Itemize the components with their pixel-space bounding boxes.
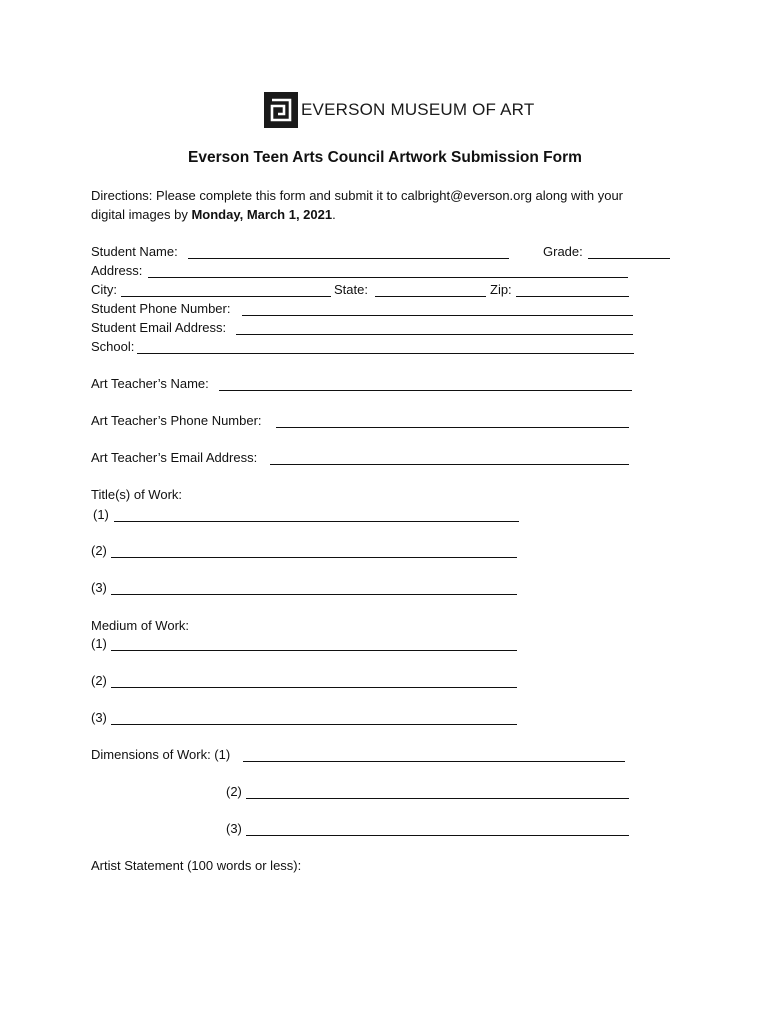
title-3-label: (3) — [91, 580, 107, 595]
student-name-label: Student Name: — [91, 244, 178, 259]
dimensions-label: Dimensions of Work: (1) — [91, 747, 231, 762]
medium-2-field[interactable] — [111, 687, 517, 688]
directions-line-1: Directions: Please complete this form and submit it to calbright@everson.org along with your — [91, 188, 623, 203]
address-label: Address: — [91, 263, 143, 278]
teacher-email-label: Art Teacher’s Email Address: — [91, 450, 258, 465]
student-email-field[interactable] — [236, 334, 633, 335]
title-3-field[interactable] — [111, 594, 517, 595]
zip-field[interactable] — [516, 296, 629, 297]
title-1-label: (1) — [93, 507, 109, 522]
title-1-field[interactable] — [114, 521, 519, 522]
directions-prefix: digital images by — [91, 207, 192, 222]
logo-text: EVERSON MUSEUM OF ART — [301, 100, 535, 119]
dimensions-3-label: (3) — [226, 821, 242, 836]
school-label: School: — [91, 339, 135, 354]
medium-2-label: (2) — [91, 673, 107, 688]
address-field[interactable] — [148, 277, 628, 278]
student-email-label: Student Email Address: — [91, 320, 227, 335]
artist-statement-label: Artist Statement (100 words or less): — [91, 858, 302, 873]
medium-3-label: (3) — [91, 710, 107, 725]
state-label: State: — [334, 282, 368, 297]
deadline: Monday, March 1, 2021 — [191, 207, 333, 222]
medium-1-field[interactable] — [111, 650, 517, 651]
student-phone-field[interactable] — [242, 315, 633, 316]
form-title: Everson Teen Arts Council Artwork Submission Form — [188, 149, 582, 166]
title-2-label: (2) — [91, 543, 107, 558]
directions-line-2 — [91, 207, 336, 223]
student-phone-label: Student Phone Number: — [91, 301, 231, 316]
teacher-name-label: Art Teacher’s Name: — [91, 376, 209, 391]
student-name-field[interactable] — [188, 258, 509, 259]
dimensions-1-field[interactable] — [243, 761, 625, 762]
dimensions-2-label: (2) — [226, 784, 242, 799]
directions-suffix: . — [332, 207, 336, 222]
teacher-name-field[interactable] — [219, 390, 632, 391]
teacher-phone-field[interactable] — [276, 427, 629, 428]
dimensions-2-field[interactable] — [246, 798, 629, 799]
state-field[interactable] — [375, 296, 486, 297]
teacher-phone-label: Art Teacher’s Phone Number: — [91, 413, 262, 428]
teacher-email-field[interactable] — [270, 464, 629, 465]
grade-label: Grade: — [543, 244, 583, 259]
zip-label: Zip: — [490, 282, 512, 297]
school-field[interactable] — [137, 353, 634, 354]
everson-logo — [264, 92, 534, 128]
medium-1-label: (1) — [91, 636, 107, 651]
everson-logo-icon — [264, 92, 298, 128]
city-field[interactable] — [121, 296, 331, 297]
medium-3-field[interactable] — [111, 724, 517, 725]
city-label: City: — [91, 282, 117, 297]
dimensions-3-field[interactable] — [246, 835, 629, 836]
titles-heading: Title(s) of Work: — [91, 487, 183, 502]
artist-statement-area[interactable] — [91, 880, 631, 1000]
grade-field[interactable] — [588, 258, 670, 259]
medium-heading: Medium of Work: — [91, 618, 190, 633]
title-2-field[interactable] — [111, 557, 517, 558]
